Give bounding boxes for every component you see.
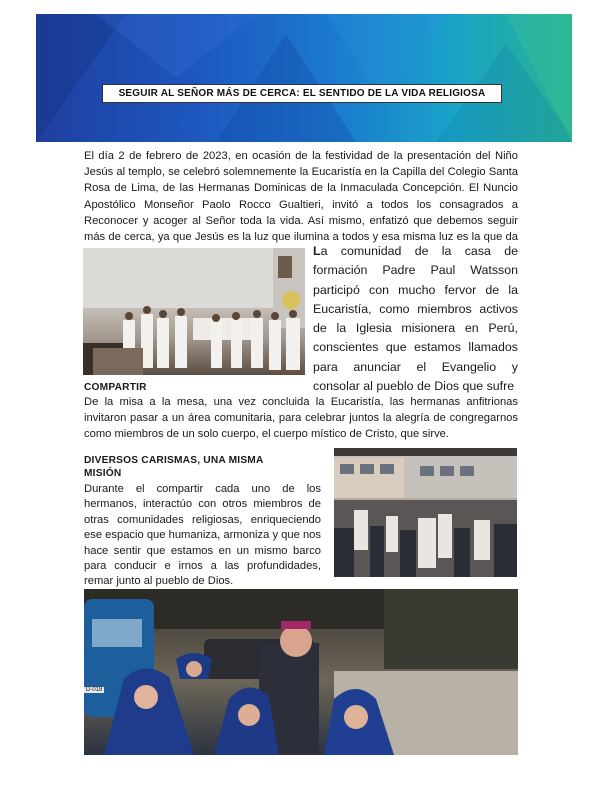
- compartir-paragraph: De la misa a la mesa, una vez concluida la Eucaristía, las hermanas anfitrionas invitaron pasar a un área comunitaria, para celebrar juntos la alegría de congregarnos como miembros de un solo cuerpo, el cuerpo místico de Cristo, que sirve.: [84, 396, 518, 441]
- header-banner: [36, 14, 572, 142]
- intro-paragraph: El día 2 de febrero de 2023, en ocasión de la festividad de la presentación del Niño Jesús al templo, se celebró solemnemente la Eucaristía en la Capilla del Colegio Santa Rosa de Lima, de las Hermanas Dominicas de la Inmaculada Concepción. El Nuncio Apostólico Monseñor Paolo Rocco Gualtieri, invitó a todos los consagrados a Reconocer y acoger al Señor toda la vida. Así mismo, enfatizó que debemos seguir más de cerca, ya que Jesús es la luz que ilumina a todos y esa misma luz es la que da: [84, 150, 518, 244]
- photo-eucharist-celebration: [83, 248, 305, 375]
- car-plate-label: D-018: [86, 687, 103, 693]
- community-text: a comunidad de la casa de formación Padre Paul Watsson participó con mucho fervor de la Eucaristía, como miembros activos de la Iglesia misionera en Perú, conscientes que estamos llamados para anunciar el Evangelio y consolar al pueblo de Dios que sufre: [313, 244, 518, 394]
- community-paragraph: [313, 242, 518, 396]
- article-title: SEGUIR AL SEÑOR MÁS DE CERCA: EL SENTIDO DE LA VIDA RELIGIOSA: [102, 84, 502, 103]
- section-heading-carismas: DIVERSOS CARISMAS, UNA MISMA MISIÓN: [84, 455, 264, 479]
- drop-initial: L: [313, 244, 321, 258]
- section-heading-compartir: COMPARTIR: [84, 382, 147, 393]
- photo-nuncio-with-sisters: [84, 589, 518, 755]
- photo-community-gathering: [334, 448, 517, 577]
- carismas-paragraph: Durante el compartir cada uno de los hermanos, interactúo con otros miembros de otras comunidades religiosas, enriqueciendo ese espacio que humaniza, armoniza y que nos hace sentir que estamos en un mismo barco para conducir e irnos a las profundidades, remar junto al pueblo de Dios.: [84, 483, 321, 588]
